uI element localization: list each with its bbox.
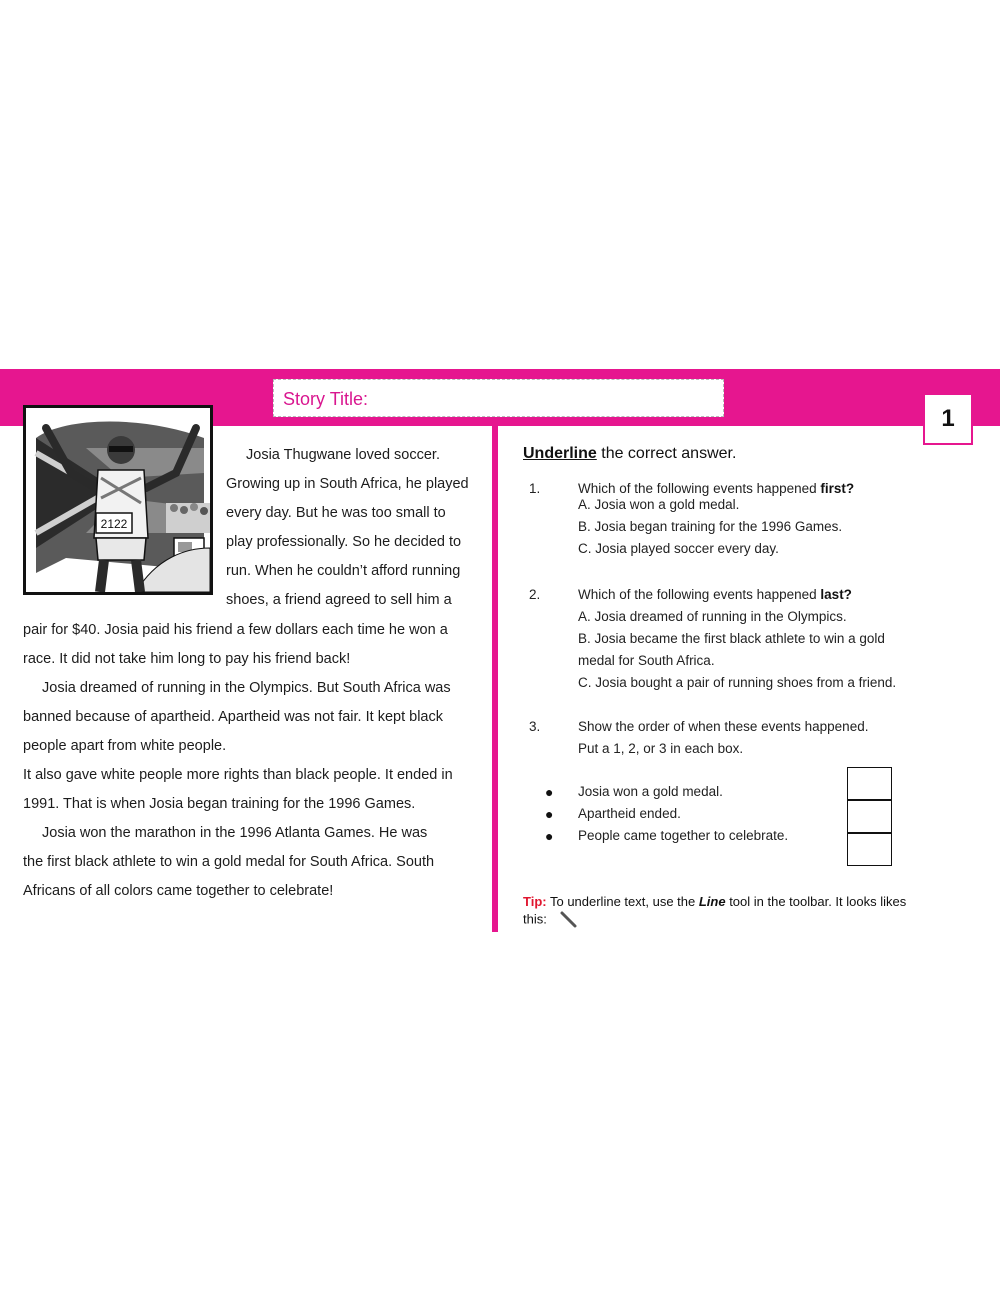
story-line: play professionally. So he decided to — [226, 534, 462, 550]
bullet-icon: ● — [545, 784, 554, 800]
question-1-prompt — [578, 481, 854, 496]
question-1-option-c[interactable]: C. Josia played soccer every day. — [578, 541, 779, 556]
question-2-option-b[interactable]: B. Josia became the first black athlete to win a gold — [578, 631, 885, 646]
story-line: Josia won the marathon in the 1996 Atlanta Games. He was — [42, 825, 428, 841]
question-2-option-c[interactable]: C. Josia bought a pair of running shoes from a friend. — [578, 675, 897, 690]
tip-text-before: To underline text, use the — [546, 894, 699, 909]
story-title-field[interactable] — [273, 379, 724, 417]
instruction — [523, 445, 736, 463]
tip-text-after: tool in the toolbar. It looks likes this: — [523, 894, 907, 927]
question-3-prompt-line1: Show the order of when these events happened. — [578, 719, 869, 734]
question-2-prompt-text: Which of the following events happened — [578, 587, 821, 602]
question-1-prompt-text: Which of the following events happened — [578, 481, 821, 496]
bullet-icon: ● — [545, 806, 554, 822]
event-1: Josia won a gold medal. — [578, 784, 723, 799]
question-2-prompt — [578, 587, 852, 602]
question-1-keyword: first? — [820, 481, 855, 496]
story-line: banned because of apartheid. Apartheid was not fair. It kept black — [23, 709, 443, 725]
story-line: the first black athlete to win a gold medal for South Africa. South — [23, 854, 435, 870]
runner-illustration — [23, 405, 213, 595]
instruction-text: the correct answer. — [596, 445, 737, 462]
bullet-icon: ● — [545, 828, 554, 844]
tip — [523, 893, 923, 930]
story-line: run. When he couldn’t afford running — [226, 563, 461, 579]
question-2-number: 2. — [529, 587, 541, 602]
story-line: Africans of all colors came together to celebrate! — [23, 883, 334, 899]
story-line: Growing up in South Africa, he played — [226, 476, 469, 492]
column-divider — [492, 426, 498, 932]
story-line: 1991. That is when Josia began training for the 1996 Games. — [23, 796, 416, 812]
order-box-3[interactable] — [847, 833, 892, 866]
line-tool-icon — [558, 910, 580, 930]
question-3-number: 3. — [529, 719, 541, 734]
story-line: race. It did not take him long to pay his friend back! — [23, 651, 351, 667]
page-number: 1 — [923, 393, 973, 445]
bib-number: 2122 — [100, 517, 128, 531]
question-1-option-a[interactable]: A. Josia won a gold medal. — [578, 497, 740, 512]
order-box-2[interactable] — [847, 800, 892, 833]
story-line: shoes, a friend agreed to sell him a — [226, 592, 452, 608]
question-1-option-b[interactable]: B. Josia began training for the 1996 Games. — [578, 519, 843, 534]
story-title-label: Story Title: — [283, 389, 369, 409]
story-line: It also gave white people more rights than black people. It ended in — [23, 767, 453, 783]
event-2: Apartheid ended. — [578, 806, 681, 821]
story-line: Josia dreamed of running in the Olympics. But South Africa was — [42, 680, 451, 696]
question-1-number: 1. — [529, 481, 541, 496]
story-line: people apart from white people. — [23, 738, 227, 754]
question-2-keyword: last? — [820, 587, 852, 602]
story-line: Josia Thugwane loved soccer. — [246, 447, 440, 463]
question-3-prompt-line2: Put a 1, 2, or 3 in each box. — [578, 741, 744, 756]
question-2-option-a[interactable]: A. Josia dreamed of running in the Olympics. — [578, 609, 847, 624]
story-line: every day. But he was too small to — [226, 505, 446, 521]
question-2-option-b-cont[interactable]: medal for South Africa. — [578, 653, 715, 668]
event-3: People came together to celebrate. — [578, 828, 789, 843]
instruction-emphasis: Underline — [523, 445, 597, 462]
tip-tool-name: Line — [698, 894, 726, 909]
order-box-1[interactable] — [847, 767, 892, 800]
tip-label: Tip: — [523, 894, 547, 909]
runner-with-flag-icon — [26, 408, 210, 592]
story-line: pair for $40. Josia paid his friend a few dollars each time he won a — [23, 622, 448, 638]
